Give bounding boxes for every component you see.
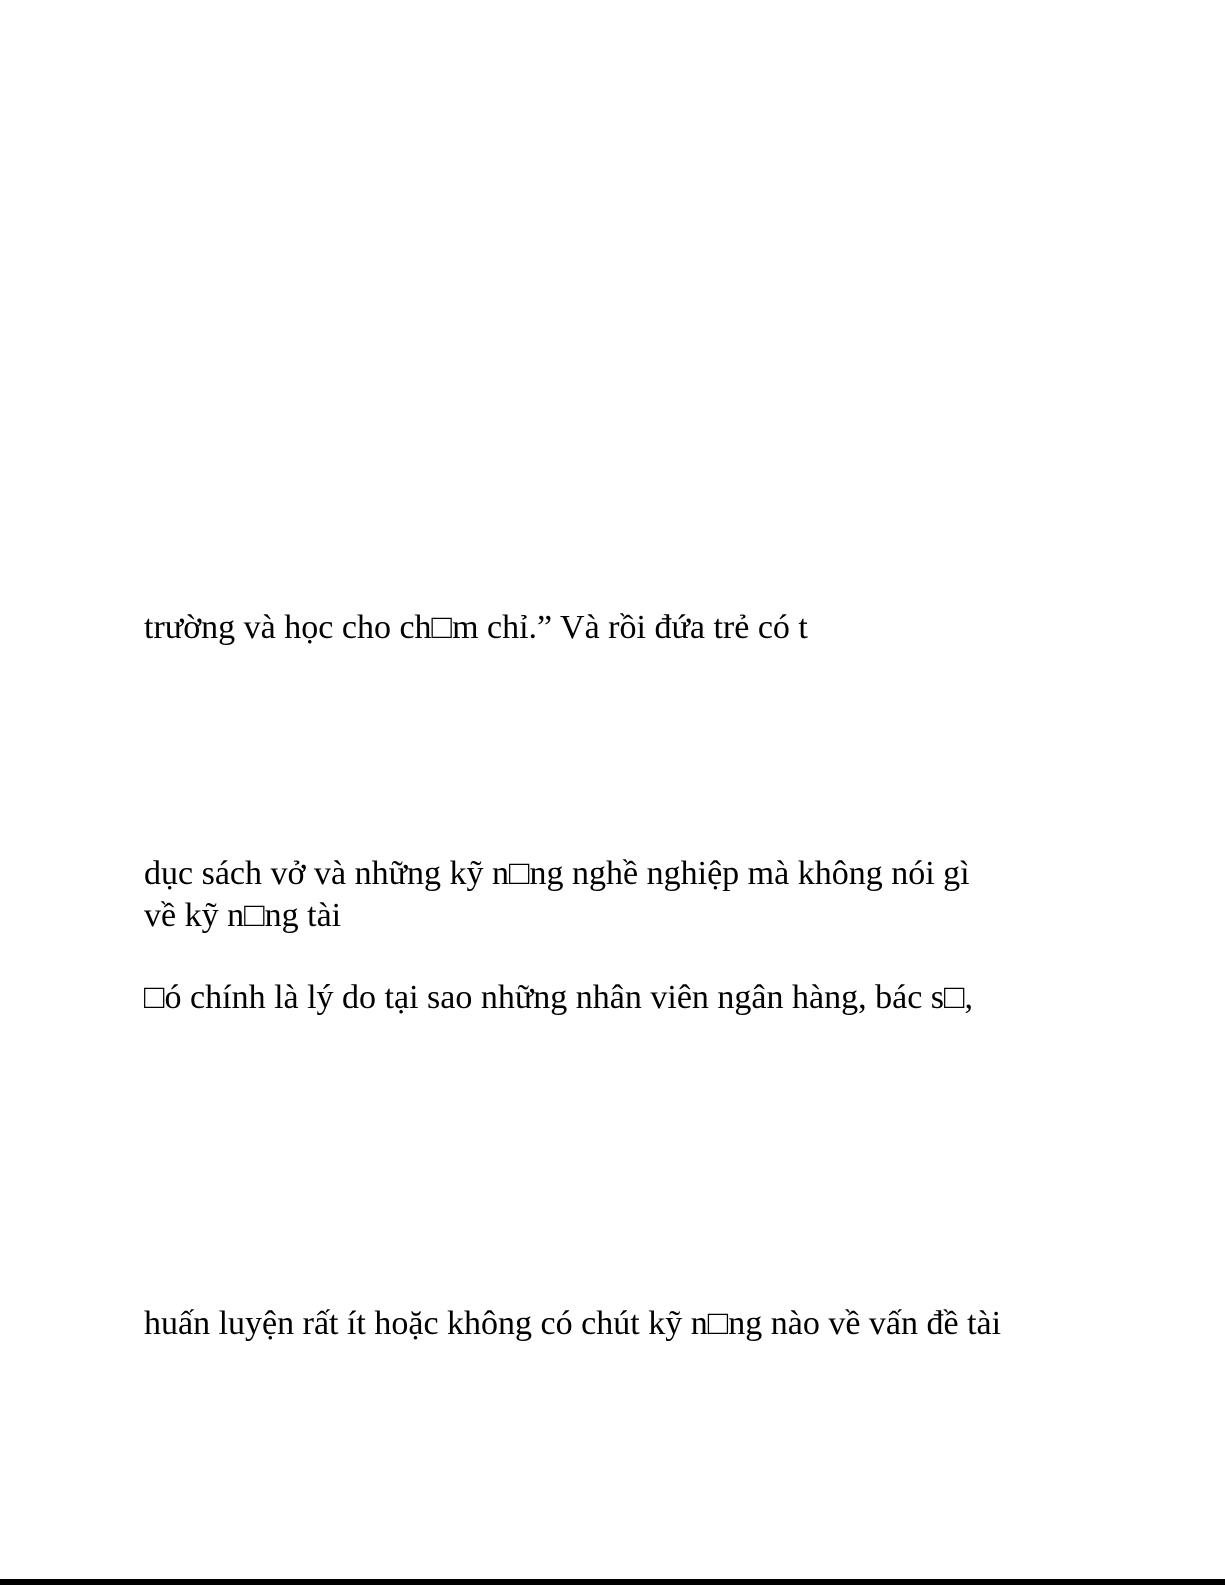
text-line-4: □ó chính là lý do tại sao những nhân viên ngân hàng, bác s□, — [144, 979, 974, 1016]
text-line-5: huấn luyện rất ít hoặc không có chút kỹ n□ng nào về vấn đề tài — [144, 1305, 1002, 1342]
text-line-3: về kỹ n□ng tài — [144, 897, 342, 934]
text-line-1: trường và học cho ch□m chỉ.” Và rồi đứa trẻ có t — [144, 609, 808, 646]
page-bottom-edge — [0, 1579, 1225, 1585]
text-line-2: dục sách vở và những kỹ n□ng nghề nghiệp mà không nói gì — [144, 855, 970, 892]
